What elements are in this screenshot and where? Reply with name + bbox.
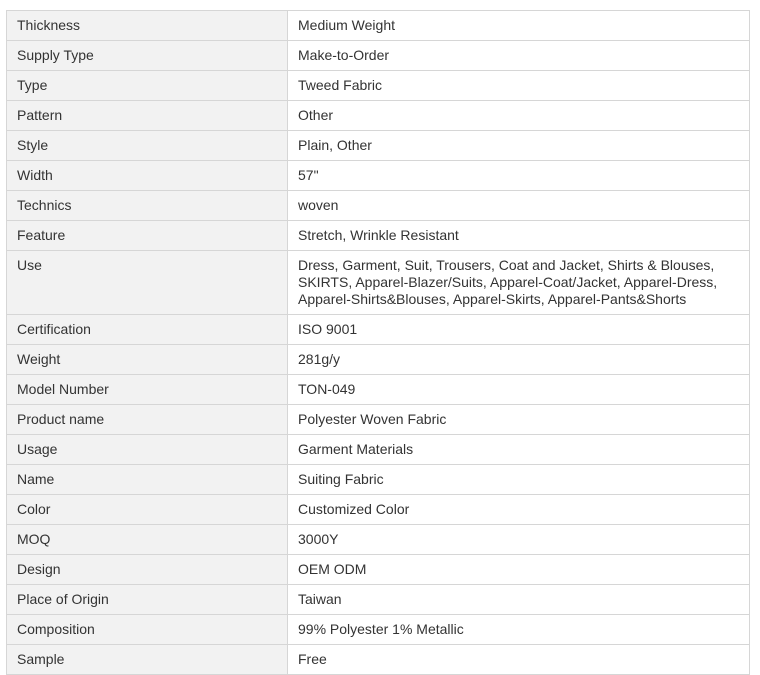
spec-label: Weight <box>7 345 288 375</box>
spec-label: Model Number <box>7 375 288 405</box>
spec-label: Design <box>7 555 288 585</box>
spec-row <box>7 315 750 345</box>
spec-row <box>7 375 750 405</box>
spec-row <box>7 585 750 615</box>
spec-value: 57" <box>288 161 750 191</box>
spec-row <box>7 645 750 675</box>
spec-row <box>7 465 750 495</box>
spec-row <box>7 555 750 585</box>
spec-value: Tweed Fabric <box>288 71 750 101</box>
spec-label: Name <box>7 465 288 495</box>
spec-value: ISO 9001 <box>288 315 750 345</box>
spec-row <box>7 495 750 525</box>
spec-row <box>7 221 750 251</box>
spec-row <box>7 71 750 101</box>
spec-label: Place of Origin <box>7 585 288 615</box>
spec-row <box>7 41 750 71</box>
spec-value: Dress, Garment, Suit, Trousers, Coat and Jacket, Shirts & Blouses, SKIRTS, Apparel-Blazer/Suits, Apparel-Coat/Jacket, Apparel-Dress, Apparel-Shirts&Blouses, Apparel-Skirts, Apparel-Pants&Shorts <box>288 251 750 315</box>
spec-row <box>7 435 750 465</box>
spec-label: Color <box>7 495 288 525</box>
spec-label: Feature <box>7 221 288 251</box>
spec-label: Product name <box>7 405 288 435</box>
spec-value: Garment Materials <box>288 435 750 465</box>
spec-value: Customized Color <box>288 495 750 525</box>
spec-row <box>7 251 750 315</box>
specification-table-body <box>7 11 750 675</box>
spec-label: Sample <box>7 645 288 675</box>
spec-value: Plain, Other <box>288 131 750 161</box>
spec-row <box>7 525 750 555</box>
spec-label: Composition <box>7 615 288 645</box>
spec-value: 281g/y <box>288 345 750 375</box>
spec-row <box>7 11 750 41</box>
spec-value: woven <box>288 191 750 221</box>
spec-label: Thickness <box>7 11 288 41</box>
spec-row <box>7 131 750 161</box>
spec-value: Other <box>288 101 750 131</box>
spec-value: Free <box>288 645 750 675</box>
spec-label: Certification <box>7 315 288 345</box>
spec-value: Medium Weight <box>288 11 750 41</box>
spec-label: Supply Type <box>7 41 288 71</box>
spec-value: Polyester Woven Fabric <box>288 405 750 435</box>
spec-row <box>7 345 750 375</box>
spec-label: Pattern <box>7 101 288 131</box>
spec-row <box>7 161 750 191</box>
spec-value: Make-to-Order <box>288 41 750 71</box>
spec-value: Taiwan <box>288 585 750 615</box>
spec-label: Type <box>7 71 288 101</box>
spec-value: Suiting Fabric <box>288 465 750 495</box>
spec-value: OEM ODM <box>288 555 750 585</box>
spec-label: Usage <box>7 435 288 465</box>
spec-label: MOQ <box>7 525 288 555</box>
spec-label: Width <box>7 161 288 191</box>
spec-row <box>7 615 750 645</box>
spec-row <box>7 405 750 435</box>
spec-row <box>7 101 750 131</box>
spec-value: 3000Y <box>288 525 750 555</box>
spec-label: Use <box>7 251 288 315</box>
specification-table <box>6 10 750 675</box>
spec-label: Style <box>7 131 288 161</box>
spec-label: Technics <box>7 191 288 221</box>
spec-value: 99% Polyester 1% Metallic <box>288 615 750 645</box>
spec-row <box>7 191 750 221</box>
spec-value: TON-049 <box>288 375 750 405</box>
spec-value: Stretch, Wrinkle Resistant <box>288 221 750 251</box>
